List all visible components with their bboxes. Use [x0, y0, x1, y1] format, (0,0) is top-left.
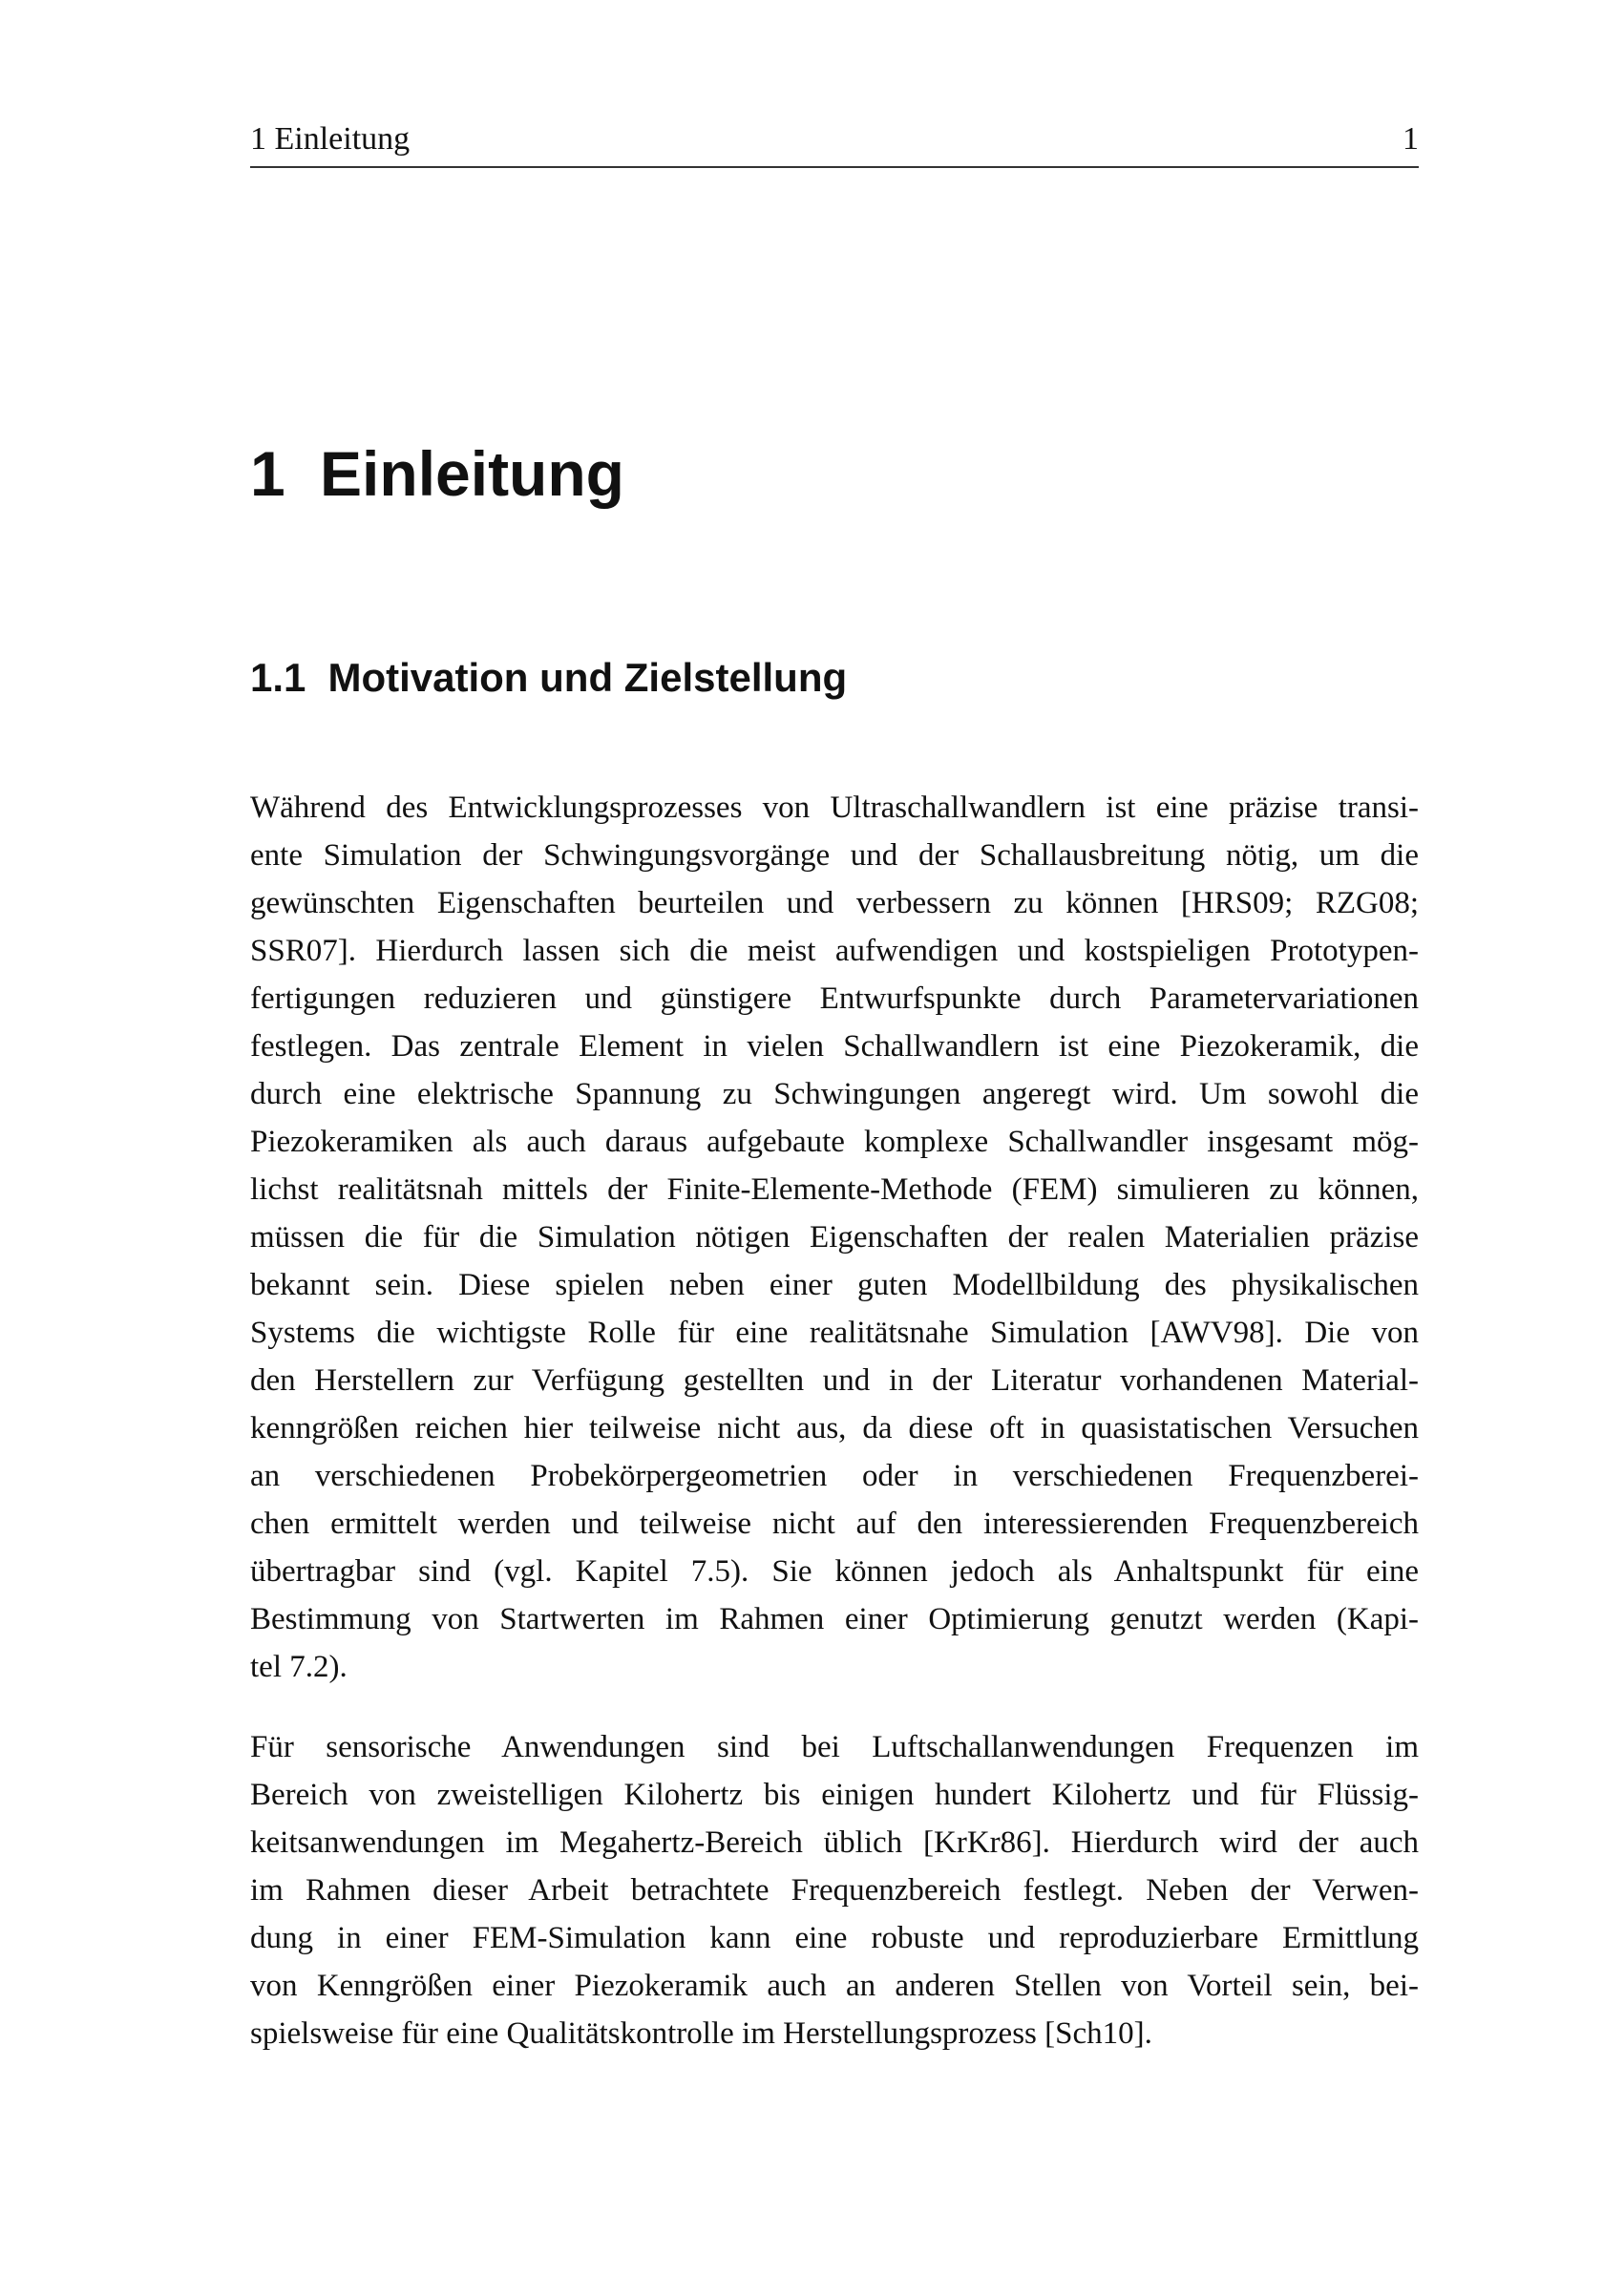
paragraph-line: müssen die für die Simulation nötigen Eigenschaften der realen Materialien präzise — [250, 1220, 1419, 1255]
paragraph-line: Für sensorische Anwendungen sind bei Luftschallanwendungen Frequenzen im — [250, 1730, 1419, 1764]
section-title-text: Motivation und Zielstellung — [327, 655, 848, 700]
paragraph-line: festlegen. Das zentrale Element in vielen Schallwandlern ist eine Piezokeramik, die — [250, 1029, 1419, 1064]
running-header-title: 1 Einleitung — [250, 121, 411, 157]
paragraph-line: gewünschten Eigenschaften beurteilen und verbessern zu können [HRS09; RZG08; — [250, 886, 1419, 920]
paragraph-line: bekannt sein. Diese spielen neben einer guten Modellbildung des physikalischen — [250, 1268, 1419, 1302]
paragraph-line: von Kenngrößen einer Piezokeramik auch an anderen Stellen von Vorteil sein, bei- — [250, 1969, 1419, 2003]
chapter-title-text: Einleitung — [320, 438, 624, 509]
paragraph-line: Bestimmung von Startwerten im Rahmen einer Optimierung genutzt werden (Kapi- — [250, 1602, 1419, 1636]
paragraph-line: Piezokeramiken als auch daraus aufgebaute komplexe Schallwandler insgesamt mög- — [250, 1125, 1419, 1159]
paragraph-line: den Herstellern zur Verfügung gestellten und in der Literatur vorhandenen Material- — [250, 1363, 1419, 1398]
paragraph-line: an verschiedenen Probekörpergeometrien oder in verschiedenen Frequenzberei- — [250, 1459, 1419, 1493]
paragraph-line: SSR07]. Hierdurch lassen sich die meist aufwendigen und kostspieligen Prototypen- — [250, 934, 1419, 968]
paragraph-2 — [250, 1723, 1419, 2057]
running-header — [250, 120, 1419, 168]
paragraph-line: fertigungen reduzieren und günstigere Entwurfspunkte durch Parametervariationen — [250, 981, 1419, 1016]
paragraph-line: dung in einer FEM-Simulation kann eine robuste und reproduzierbare Ermittlung — [250, 1921, 1419, 1955]
paragraph-line: keitsanwendungen im Megahertz-Bereich üblich [KrKr86]. Hierdurch wird der auch — [250, 1825, 1419, 1860]
paragraph-line: ente Simulation der Schwingungsvorgänge und der Schallausbreitung nötig, um die — [250, 838, 1419, 873]
section-number: 1.1 — [250, 655, 306, 700]
paragraph-line: chen ermittelt werden und teilweise nicht auf den interessierenden Frequenzbereich — [250, 1507, 1419, 1541]
section-heading — [250, 653, 847, 703]
paragraph-line: Systems die wichtigste Rolle für eine realitätsnahe Simulation [AWV98]. Die von — [250, 1316, 1419, 1350]
page-number: 1 — [1403, 121, 1419, 157]
paragraph-1 — [250, 784, 1419, 1691]
paragraph-line: spielsweise für eine Qualitätskontrolle im Herstellungsprozess [Sch10]. — [250, 2016, 1152, 2051]
chapter-number: 1 — [250, 438, 285, 509]
paragraph-line: im Rahmen dieser Arbeit betrachtete Frequenzbereich festlegt. Neben der Verwen- — [250, 1873, 1419, 1908]
paragraph-line: tel 7.2). — [250, 1650, 348, 1684]
paragraph-line: durch eine elektrische Spannung zu Schwingungen angeregt wird. Um sowohl die — [250, 1077, 1419, 1111]
paragraph-line: übertragbar sind (vgl. Kapitel 7.5). Sie können jedoch als Anhaltspunkt für eine — [250, 1554, 1419, 1589]
paragraph-line: lichst realitätsnah mittels der Finite-Elemente-Methode (FEM) simulieren zu können, — [250, 1172, 1419, 1207]
paragraph-line: Bereich von zweistelligen Kilohertz bis einigen hundert Kilohertz und für Flüssig- — [250, 1778, 1419, 1812]
paragraph-line: Während des Entwicklungsprozesses von Ultraschallwandlern ist eine präzise transi- — [250, 791, 1419, 825]
chapter-heading — [250, 435, 624, 512]
paragraph-line: kenngrößen reichen hier teilweise nicht aus, da diese oft in quasistatischen Versuchen — [250, 1411, 1419, 1445]
